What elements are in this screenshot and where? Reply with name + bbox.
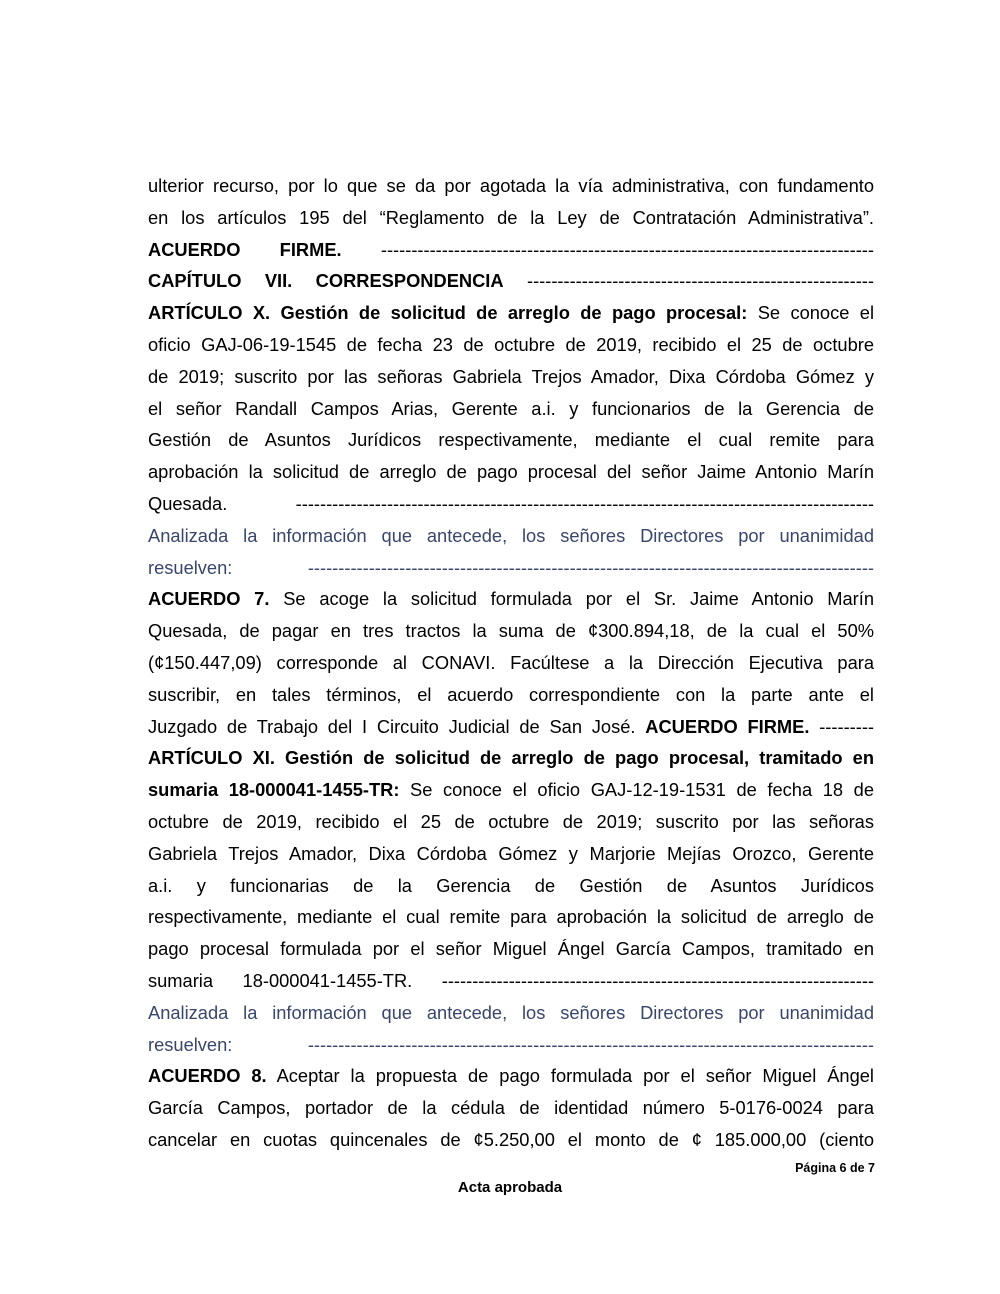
acuerdo-firme-line	[148, 711, 874, 743]
dash-filler: ---------------------------------------------------------------------------------	[341, 238, 874, 260]
paragraph-line: en los artículos 195 del “Reglamento de la Ley de Contratación Administrativa”.	[148, 206, 874, 228]
paragraph-line: de 2019; suscrito por las señoras Gabriela Trejos Amador, Dixa Córdoba Gómez y	[148, 365, 874, 387]
footer-label: Acta aprobada	[457, 1179, 563, 1196]
paragraph-line: Gabriela Trejos Amador, Dixa Córdoba Gómez y Marjorie Mejías Orozco, Gerente	[148, 842, 874, 864]
acuerdo-firme-label: ACUERDO FIRME.	[148, 238, 342, 260]
paragraph-line: ulterior recurso, por lo que se da por agotada la vía administrativa, con fundamento	[148, 175, 874, 196]
article-xi-heading	[148, 742, 874, 774]
acuerdo-7-label: ACUERDO 7.	[148, 588, 270, 610]
resolution-line: resuelven: ---------------------------------------------------------------------------------------------	[148, 1033, 874, 1055]
article-x-text: Se conoce el	[747, 302, 874, 324]
chapter-title: CAPÍTULO VII. CORRESPONDENCIA	[148, 270, 504, 292]
article-xi-heading-cont	[148, 774, 874, 806]
acuerdo-8-label: ACUERDO 8.	[148, 1065, 267, 1087]
acuerdo-firme-line	[148, 234, 874, 266]
resolution-line: resuelven: ---------------------------------------------------------------------------------------------	[148, 556, 874, 578]
paragraph-line: octubre de 2019, recibido el 25 de octubre de 2019; suscrito por las señoras	[148, 810, 874, 832]
resolution-line: Analizada la información que antecede, los señores Directores por unanimidad	[148, 524, 874, 546]
paragraph-line: sumaria 18-000041-1455-TR. -----------------------------------------------------------------------	[148, 969, 874, 991]
chapter-heading	[148, 265, 874, 297]
paragraph-line: Gestión de Asuntos Jurídicos respectivamente, mediante el cual remite para	[148, 429, 874, 451]
article-xi-text: Se conoce el oficio GAJ-12-19-1531 de fecha 18 de	[399, 779, 874, 801]
paragraph-line: García Campos, portador de la cédula de identidad número 5-0176-0024 para	[148, 1097, 874, 1119]
paragraph-line: aprobación la solicitud de arreglo de pago procesal del señor Jaime Antonio Marín	[148, 461, 874, 483]
paragraph-line: el señor Randall Campos Arias, Gerente a.i. y funcionarios de la Gerencia de	[148, 397, 874, 419]
acuerdo-7-line	[148, 583, 874, 615]
dash-filler: ---------	[809, 715, 874, 737]
dash-filler: ---------------------------------------------------------	[503, 270, 874, 292]
acuerdo-8-line	[148, 1060, 874, 1092]
article-xi-title: ARTÍCULO XI. Gestión de solicitud de arreglo de pago procesal, tramitado en	[148, 747, 874, 769]
document-body	[148, 170, 874, 1156]
paragraph-line: (¢150.447,09) corresponde al CONAVI. Facúltese a la Dirección Ejecutiva para	[148, 651, 874, 673]
paragraph-line: a.i. y funcionarias de la Gerencia de Gestión de Asuntos Jurídicos	[148, 874, 874, 896]
article-x-heading	[148, 297, 874, 329]
paragraph-line: Quesada, de pagar en tres tractos la suma de ¢300.894,18, de la cual el 50%	[148, 620, 874, 642]
resolution-line: Analizada la información que antecede, los señores Directores por unanimidad	[148, 1001, 874, 1023]
page-number: Página 6 de 7	[795, 1161, 875, 1175]
paragraph-line: respectivamente, mediante el cual remite para aprobación la solicitud de arreglo de	[148, 906, 874, 928]
paragraph-line: suscribir, en tales términos, el acuerdo correspondiente con la parte ante el	[148, 683, 874, 705]
acuerdo-8-text: Aceptar la propuesta de pago formulada por el señor Miguel Ángel	[266, 1065, 874, 1087]
paragraph-text: Juzgado de Trabajo del I Circuito Judicial de San José.	[148, 715, 646, 737]
acuerdo-firme-label: ACUERDO FIRME.	[645, 715, 810, 737]
paragraph-line: oficio GAJ-06-19-1545 de fecha 23 de octubre de 2019, recibido el 25 de octubre	[148, 333, 874, 355]
acuerdo-7-text: Se acoge la solicitud formulada por el Sr. Jaime Antonio Marín	[269, 588, 874, 610]
paragraph-line: Quesada. -----------------------------------------------------------------------------------------------	[148, 492, 874, 514]
article-x-title: ARTÍCULO X. Gestión de solicitud de arreglo de pago procesal:	[148, 302, 748, 324]
article-xi-title-cont: sumaria 18-000041-1455-TR:	[148, 779, 400, 801]
paragraph-line: pago procesal formulada por el señor Miguel Ángel García Campos, tramitado en	[148, 938, 874, 960]
paragraph-line: cancelar en cuotas quincenales de ¢5.250,00 el monto de ¢ 185.000,00 (ciento	[148, 1128, 874, 1150]
